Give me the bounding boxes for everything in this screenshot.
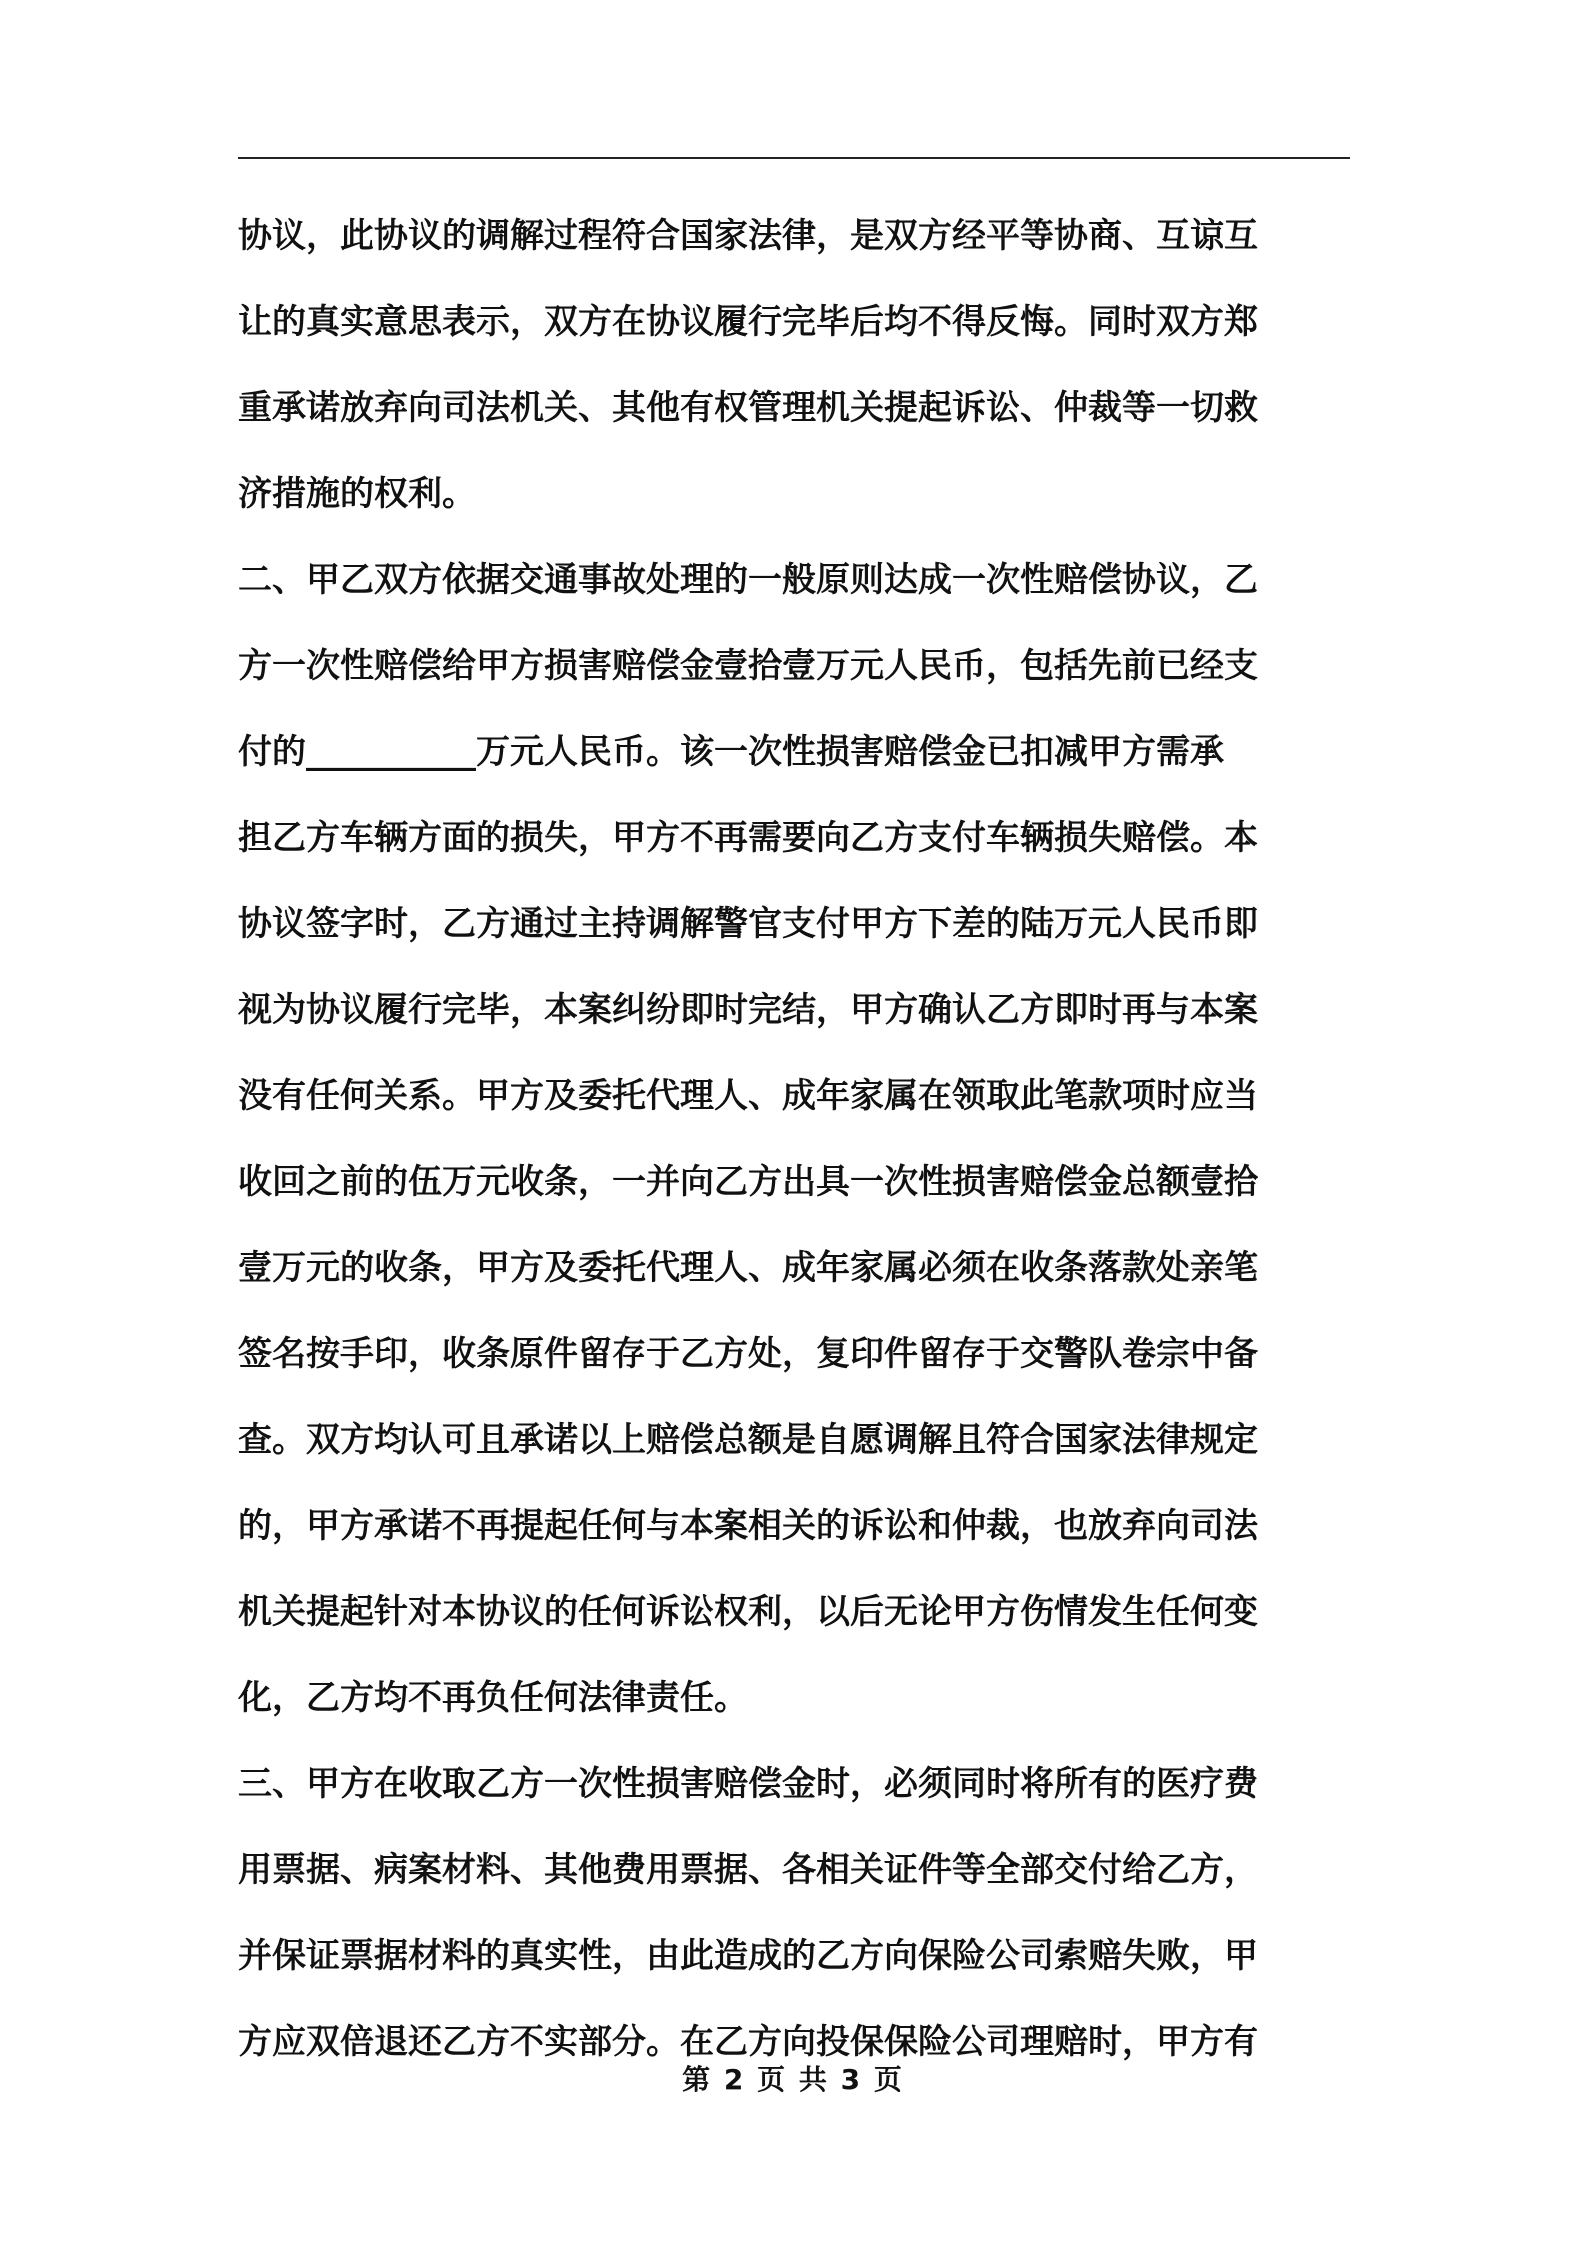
text-line: 壹万元的收条，甲方及委托代理人、成年家属必须在收条落款处亲笔 <box>238 1248 1258 1288</box>
header-rule <box>238 157 1350 159</box>
text-line: 协议，此协议的调解过程符合国家法律，是双方经平等协商、互谅互 <box>238 216 1258 256</box>
text-line: 方应双倍退还乙方不实部分。在乙方向投保保险公司理赔时，甲方有 <box>238 2022 1258 2062</box>
text-line: 济措施的权利。 <box>238 474 476 514</box>
text-line: 二、甲乙双方依据交通事故处理的一般原则达成一次性赔偿协议，乙 <box>238 560 1258 600</box>
text-line: 担乙方车辆方面的损失，甲方不再需要向乙方支付车辆损失赔偿。本 <box>238 818 1258 858</box>
page-number: 第 2 页 共 3 页 <box>682 2063 904 2096</box>
text-line: 让的真实意思表示，双方在协议履行完毕后均不得反悔。同时双方郑 <box>238 302 1258 342</box>
text-line: 方一次性赔偿给甲方损害赔偿金壹拾壹万元人民币，包括先前已经支 <box>238 646 1258 686</box>
text-line: 协议签字时，乙方通过主持调解警官支付甲方下差的陆万元人民币即 <box>238 904 1258 944</box>
text-line: 签名按手印，收条原件留存于乙方处，复印件留存于交警队卷宗中备 <box>238 1334 1258 1374</box>
text-line: 没有任何关系。甲方及委托代理人、成年家属在领取此笔款项时应当 <box>238 1076 1258 1116</box>
document-body <box>238 206 1350 2098</box>
text-line: 收回之前的伍万元收条，一并向乙方出具一次性损害赔偿金总额壹拾 <box>238 1162 1258 1202</box>
text-line: 化，乙方均不再负任何法律责任。 <box>238 1678 748 1718</box>
text-line: 的，甲方承诺不再提起任何与本案相关的诉讼和仲裁，也放弃向司法 <box>238 1506 1258 1546</box>
text-line: 机关提起针对本协议的任何诉讼权利，以后无论甲方伤情发生任何变 <box>238 1592 1258 1632</box>
text-line: 查。双方均认可且承诺以上赔偿总额是自愿调解且符合国家法律规定 <box>238 1420 1258 1460</box>
text-line: 重承诺放弃向司法机关、其他有权管理机关提起诉讼、仲裁等一切救 <box>238 388 1258 428</box>
text-line: 付的__________万元人民币。该一次性损害赔偿金已扣减甲方需承 <box>238 732 1224 772</box>
text-line: 并保证票据材料的真实性，由此造成的乙方向保险公司索赔失败，甲 <box>238 1936 1258 1976</box>
text-line: 视为协议履行完毕，本案纠纷即时完结，甲方确认乙方即时再与本案 <box>238 990 1258 1030</box>
text-line: 用票据、病案材料、其他费用票据、各相关证件等全部交付给乙方， <box>238 1850 1258 1890</box>
text-line: 三、甲方在收取乙方一次性损害赔偿金时，必须同时将所有的医疗费 <box>238 1764 1258 1804</box>
